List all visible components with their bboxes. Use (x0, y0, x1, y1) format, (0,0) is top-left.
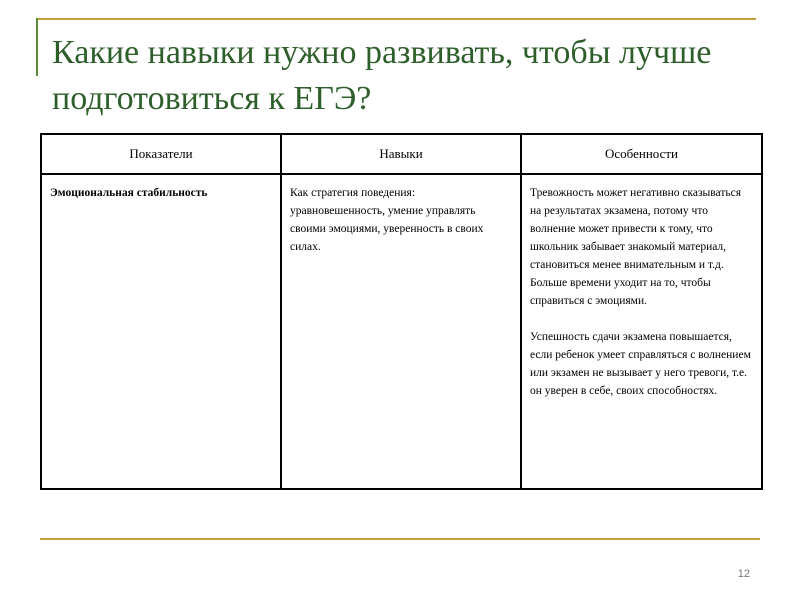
header-features: Особенности (521, 134, 762, 174)
skills-table (40, 133, 763, 490)
slide-title: Какие навыки нужно развивать, чтобы лучше подготовиться к ЕГЭ? (52, 34, 712, 117)
features-paragraph-1: Тревожность может негативно сказываться на результатах экзамена, потому что волнение может привести к тому, что школьник забывает знакомый материал, становиться менее внимательным и т.д. Больше времени уходит на то, чтобы справиться с эмоциями. (530, 187, 741, 307)
bottom-accent-line (40, 538, 760, 540)
header-indicators: Показатели (41, 134, 281, 174)
skills-table-container (40, 133, 761, 490)
cell-features (521, 174, 762, 489)
header-skills: Навыки (281, 134, 521, 174)
cell-skills: Как стратегия поведения: уравновешенность, умение управлять своими эмоциями, уверенность в своих силах. (281, 174, 521, 489)
top-accent-line (36, 18, 756, 20)
table-row (41, 174, 762, 489)
features-paragraph-2: Успешность сдачи экзамена повышается, если ребенок умеет справляться с волнением или экзамен не вызывает у него тревоги, т.е. он уверен в себе, своих способностях. (530, 331, 751, 397)
paragraph-spacer (530, 310, 753, 328)
table-header-row (41, 134, 762, 174)
cell-indicator: Эмоциональная стабильность (41, 174, 281, 489)
left-accent-line (36, 18, 38, 76)
page-number: 12 (737, 568, 750, 580)
